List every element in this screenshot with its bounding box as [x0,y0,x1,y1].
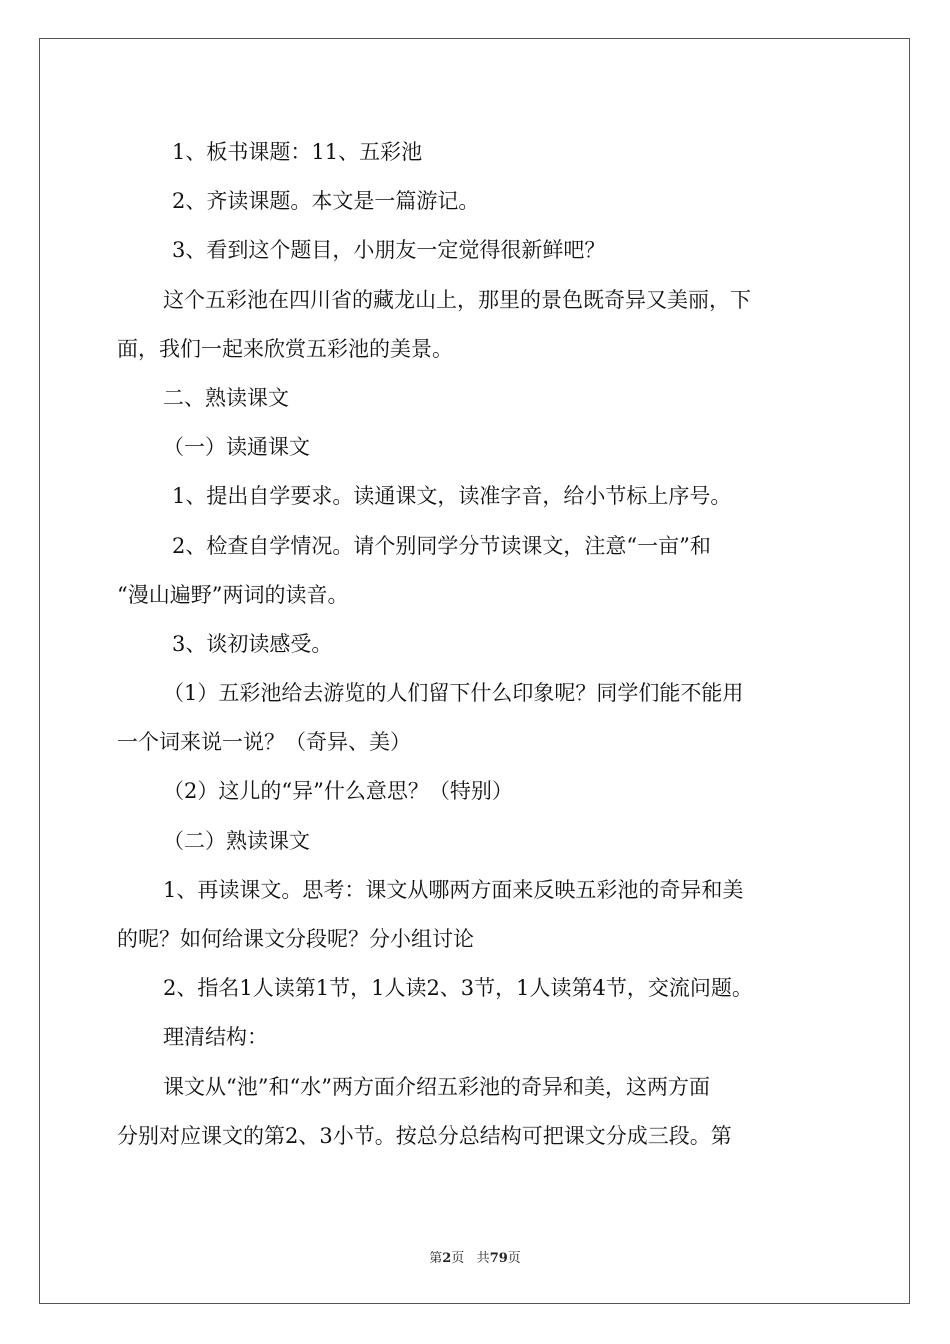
paragraph-line: 1、再读课文。思考：课文从哪两方面来反映五彩池的奇异和美 [163,877,744,902]
page-footer [0,1247,950,1266]
paragraph-line: 理清结构： [163,1025,268,1050]
paragraph-line: 3、看到这个题目，小朋友一定觉得很新鲜吧？ [172,238,606,263]
paragraph-line: 面，我们一起来欣赏五彩池的美景。 [117,336,453,361]
footer-total-prefix: 共 [476,1251,490,1266]
paragraph-line: 2、检查自学情况。请个别同学分节读课文，注意“一亩”和 [172,533,711,558]
paragraph-line: 3、谈初读感受。 [172,631,333,656]
paragraph-line: 2、指名1人读第1节，1人读2、3节，1人读第4节，交流问题。 [163,976,753,1001]
document-body [117,128,847,1161]
paragraph-line: （2）这儿的“异”什么意思？（特别） [163,779,513,804]
paragraph-line: 分别对应课文的第2、3小节。按总分总结构可把课文分成三段。第 [117,1123,732,1148]
paragraph-line: 1、板书课题：11、五彩池 [172,140,423,164]
paragraph-line: 一个词来说一说？（奇异、美） [117,730,411,755]
paragraph-line: （一）读通课文 [163,435,310,460]
paragraph-line: 二、熟读课文 [163,385,289,410]
footer-total-suffix: 页 [507,1251,521,1266]
footer-page-prefix: 第 [429,1251,443,1266]
paragraph-line: 2、齐读课题。本文是一篇游记。 [172,189,480,214]
footer-page-number: 2 [442,1251,452,1266]
paragraph-line: 课文从“池”和“水”两方面介绍五彩池的奇异和美，这两方面 [163,1074,710,1099]
paragraph-line: “漫山遍野”两词的读音。 [117,582,349,607]
paragraph-line: （1）五彩池给去游览的人们留下什么印象呢？同学们能不能用 [163,681,744,706]
paragraph-line: （二）熟读课文 [163,828,310,853]
paragraph-line: 1、提出自学要求。读通课文，读准字音，给小节标上序号。 [172,484,732,509]
paragraph-line: 的呢？如何给课文分段呢？分小组讨论 [117,927,474,951]
footer-page-suffix: 页 [451,1251,465,1266]
paragraph-line: 这个五彩池在四川省的藏龙山上，那里的景色既奇异又美丽，下 [163,287,751,312]
footer-total-pages: 79 [489,1251,508,1266]
